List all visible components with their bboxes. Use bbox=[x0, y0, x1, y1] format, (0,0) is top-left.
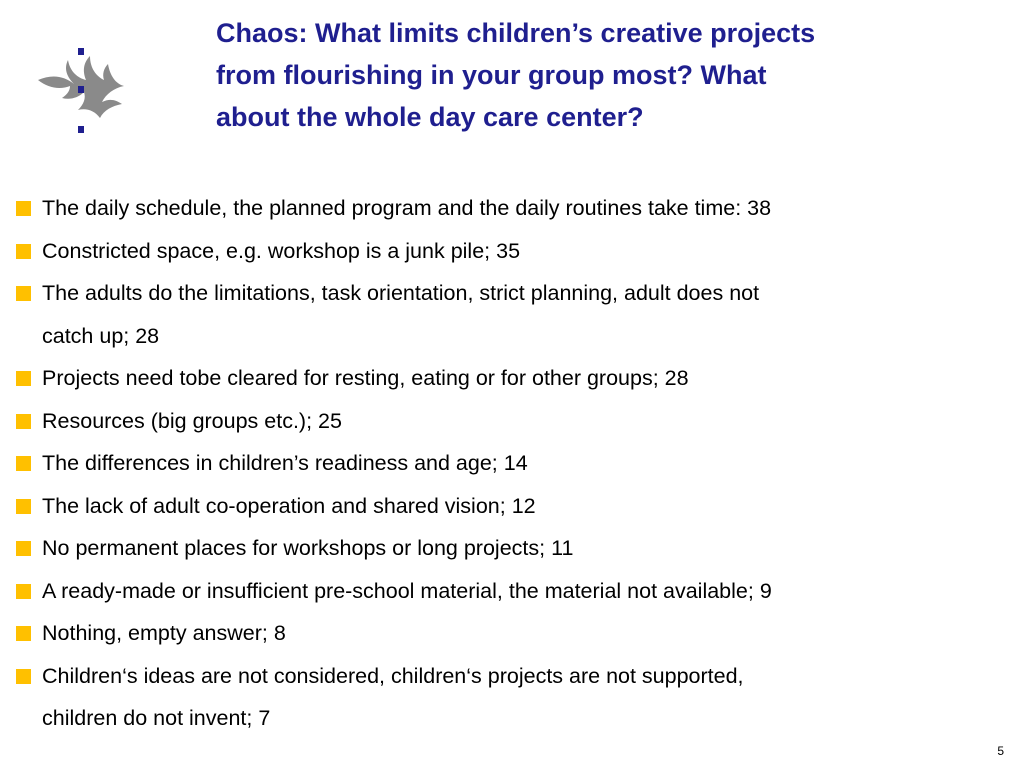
square-bullet-icon bbox=[16, 244, 31, 259]
square-bullet-icon bbox=[16, 371, 31, 386]
bullet-text-continuation: catch up; 28 bbox=[42, 323, 160, 348]
page-number: 5 bbox=[997, 744, 1004, 758]
bullet-item bbox=[14, 272, 1019, 357]
bullet-item bbox=[14, 612, 1019, 655]
slide-title bbox=[216, 12, 1006, 138]
bullet-text: Constricted space, e.g. workshop is a junk pile; 35 bbox=[42, 238, 521, 263]
university-flame-logo-icon bbox=[34, 46, 126, 138]
bullet-text: Projects need tobe cleared for resting, eating or for other groups; 28 bbox=[42, 366, 689, 390]
bullet-item bbox=[14, 357, 1019, 400]
bullet-item bbox=[14, 187, 1019, 230]
square-bullet-icon bbox=[16, 414, 31, 429]
bullet-text: The lack of adult co-operation and shared vision; 12 bbox=[42, 493, 536, 518]
slide-title-line: about the whole day care center? bbox=[216, 102, 644, 132]
bullet-item bbox=[14, 655, 1019, 740]
slide-title-line: from flourishing in your group most? What bbox=[216, 60, 767, 90]
bullet-item bbox=[14, 400, 1019, 443]
bullet-text: A ready-made or insufficient pre-school material, the material not available; 9 bbox=[42, 578, 772, 603]
bullet-text: The adults do the limitations, task orientation, strict planning, adult does not bbox=[42, 281, 760, 305]
square-bullet-icon bbox=[16, 541, 31, 556]
bullet-text: The daily schedule, the planned program and the daily routines take time: 38 bbox=[42, 196, 772, 220]
bullet-item bbox=[14, 442, 1019, 485]
square-bullet-icon bbox=[16, 286, 31, 301]
square-bullet-icon bbox=[16, 584, 31, 599]
square-bullet-icon bbox=[16, 456, 31, 471]
bullet-item bbox=[14, 570, 1019, 613]
bullet-item bbox=[14, 230, 1019, 273]
bullet-text: Children‘s ideas are not considered, children‘s projects are not supported, bbox=[42, 663, 744, 688]
bullet-text: Resources (big groups etc.); 25 bbox=[42, 408, 342, 433]
bullet-text: Nothing, empty answer; 8 bbox=[42, 621, 286, 645]
square-bullet-icon bbox=[16, 499, 31, 514]
bullet-text: No permanent places for workshops or long projects; 11 bbox=[42, 536, 574, 560]
bullet-text: The differences in children’s readiness and age; 14 bbox=[42, 451, 528, 475]
slide-title-line: Chaos: What limits children’s creative projects bbox=[216, 18, 816, 48]
square-bullet-icon bbox=[16, 626, 31, 641]
bullet-text-continuation: children do not invent; 7 bbox=[42, 706, 271, 730]
bullet-item bbox=[14, 485, 1019, 528]
bullet-item bbox=[14, 527, 1019, 570]
bullet-list bbox=[14, 187, 1019, 740]
square-bullet-icon bbox=[16, 669, 31, 684]
square-bullet-icon bbox=[16, 201, 31, 216]
